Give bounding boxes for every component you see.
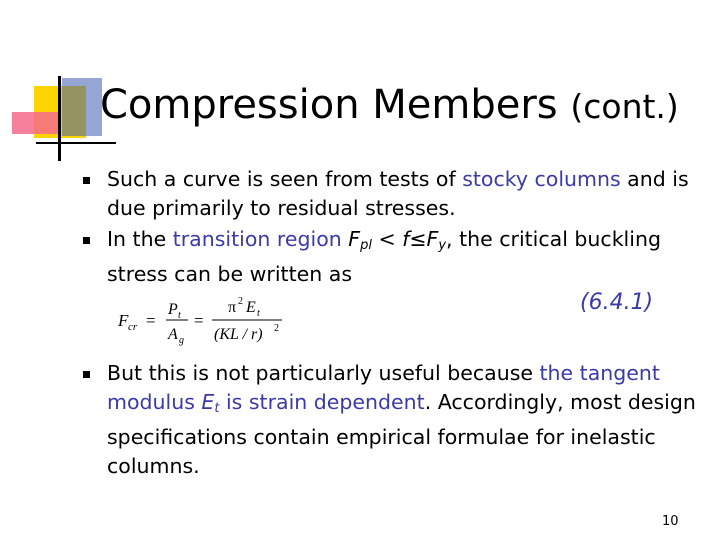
bullet-item-3 bbox=[107, 359, 707, 481]
bullet-3-accent-2: is strain dependent bbox=[219, 390, 425, 414]
decorative-pink-square bbox=[12, 112, 60, 134]
slide-title-suffix: (cont.) bbox=[570, 87, 679, 126]
equation-formula bbox=[116, 294, 316, 354]
eq-den2-exp: 2 bbox=[274, 323, 279, 334]
bullet-2-sub-y: y bbox=[438, 238, 447, 253]
bullet-3-sub-t: t bbox=[214, 401, 220, 416]
bullet-3-accent: the tangent modulus bbox=[107, 361, 660, 414]
bullet-item-1 bbox=[107, 165, 707, 223]
bullet-2-text-end: , the critical buckling stress can be written as bbox=[107, 227, 661, 286]
bullet-2-sub-pl: pl bbox=[360, 238, 372, 253]
bullet-2-accent: transition region bbox=[172, 227, 342, 251]
eq-lhs-F: F bbox=[118, 311, 129, 330]
page-number: 10 bbox=[662, 514, 679, 529]
eq-den2: (KL / r) bbox=[214, 326, 263, 343]
eq-equals-1: = bbox=[146, 311, 156, 330]
bullet-3-symbol-E: E bbox=[201, 390, 215, 414]
decorative-blue-square bbox=[62, 78, 102, 136]
eq-pi: π bbox=[228, 299, 237, 316]
bullet-item-2 bbox=[107, 225, 707, 289]
decorative-vertical-line bbox=[58, 76, 61, 161]
eq-pi-exp: 2 bbox=[238, 296, 243, 307]
bullet-3-text-end: . Accordingly, most design specifications contain empirical formulae for inelastic columns. bbox=[107, 390, 696, 478]
bullet-1-text: Such a curve is seen from tests of bbox=[107, 167, 463, 191]
eq-equals-2: = bbox=[194, 311, 204, 330]
bullet-2-inequality: < f≤F bbox=[371, 227, 439, 251]
eq-lhs-sub: cr bbox=[128, 321, 138, 333]
eq-num2-sub: t bbox=[257, 308, 260, 319]
bullet-1-text-end: and is due primarily to residual stresses. bbox=[107, 167, 689, 220]
eq-den1-sub: g bbox=[179, 335, 184, 346]
bullet-marker bbox=[83, 237, 90, 244]
bullet-3-text: But this is not particularly useful because bbox=[107, 361, 540, 385]
bullet-2-symbol-F: F bbox=[348, 227, 361, 251]
equation-number: (6.4.1) bbox=[580, 290, 654, 315]
bullet-marker bbox=[83, 371, 90, 378]
bullet-2-text: In the bbox=[107, 227, 173, 251]
decorative-horizontal-line bbox=[36, 142, 116, 144]
eq-num2-E: E bbox=[246, 299, 256, 316]
slide-title bbox=[100, 82, 679, 128]
bullet-marker bbox=[83, 177, 90, 184]
eq-num1-P: P bbox=[168, 301, 178, 318]
eq-num1-sub: t bbox=[178, 310, 181, 321]
eq-den1-A: A bbox=[168, 326, 178, 343]
slide-title-main: Compression Members bbox=[100, 82, 558, 128]
bullet-1-accent: stocky columns bbox=[462, 167, 621, 191]
